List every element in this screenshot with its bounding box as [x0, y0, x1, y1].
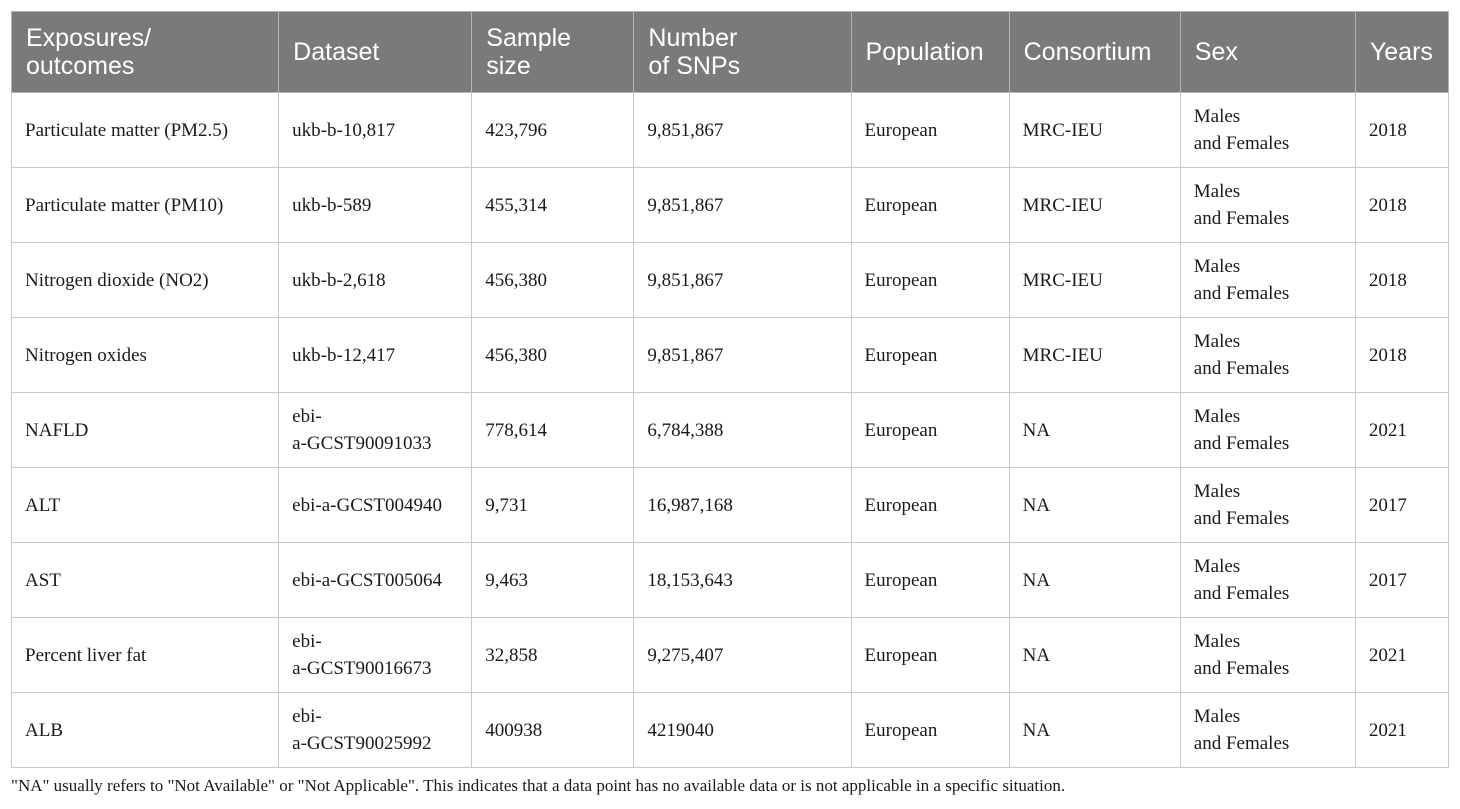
cell-consortium: MRC-IEU — [1009, 168, 1180, 243]
cell-sample-size: 9,463 — [472, 543, 634, 618]
cell-dataset: ukb-b-10,817 — [279, 93, 472, 168]
cell-population: European — [851, 468, 1009, 543]
cell-dataset: ukb-b-2,618 — [279, 243, 472, 318]
cell-years: 2017 — [1355, 543, 1448, 618]
cell-sample-size: 400938 — [472, 693, 634, 768]
cell-sex: Males and Females — [1180, 543, 1355, 618]
cell-sex: Males and Females — [1180, 468, 1355, 543]
cell-sex: Males and Females — [1180, 618, 1355, 693]
cell-sample-size: 9,731 — [472, 468, 634, 543]
cell-population: European — [851, 318, 1009, 393]
cell-number-of-snps: 9,275,407 — [634, 618, 851, 693]
cell-dataset: ebi- a-GCST90091033 — [279, 393, 472, 468]
cell-exposure-outcome: Particulate matter (PM10) — [12, 168, 279, 243]
table-row — [12, 393, 1449, 468]
cell-consortium: MRC-IEU — [1009, 318, 1180, 393]
cell-dataset: ebi- a-GCST90016673 — [279, 618, 472, 693]
cell-exposure-outcome: AST — [12, 543, 279, 618]
table-row — [12, 318, 1449, 393]
exposures-outcomes-table — [11, 11, 1449, 768]
cell-sample-size: 456,380 — [472, 243, 634, 318]
cell-exposure-outcome: ALB — [12, 693, 279, 768]
cell-number-of-snps: 9,851,867 — [634, 93, 851, 168]
cell-sex: Males and Females — [1180, 168, 1355, 243]
header-sample-size: Sample size — [472, 12, 634, 93]
cell-consortium: NA — [1009, 468, 1180, 543]
cell-dataset: ebi-a-GCST005064 — [279, 543, 472, 618]
cell-sample-size: 778,614 — [472, 393, 634, 468]
header-consortium: Consortium — [1009, 12, 1180, 93]
header-years: Years — [1355, 12, 1448, 93]
cell-sex: Males and Females — [1180, 393, 1355, 468]
cell-consortium: NA — [1009, 543, 1180, 618]
header-row — [12, 12, 1449, 93]
cell-exposure-outcome: Nitrogen dioxide (NO2) — [12, 243, 279, 318]
cell-sex: Males and Females — [1180, 93, 1355, 168]
cell-sex: Males and Females — [1180, 318, 1355, 393]
table-footnote: "NA" usually refers to "Not Available" or "Not Applicable". This indicates that a data point has no available data or is not applicable in a specific situation. — [11, 776, 1066, 795]
cell-years: 2018 — [1355, 168, 1448, 243]
cell-sample-size: 456,380 — [472, 318, 634, 393]
cell-sample-size: 32,858 — [472, 618, 634, 693]
cell-population: European — [851, 393, 1009, 468]
header-sex: Sex — [1180, 12, 1355, 93]
table-row — [12, 243, 1449, 318]
cell-sex: Males and Females — [1180, 693, 1355, 768]
header-dataset: Dataset — [279, 12, 472, 93]
table-row — [12, 93, 1449, 168]
data-table-container — [11, 11, 1449, 768]
cell-consortium: NA — [1009, 693, 1180, 768]
cell-dataset: ukb-b-12,417 — [279, 318, 472, 393]
cell-number-of-snps: 9,851,867 — [634, 243, 851, 318]
header-exposures-outcomes: Exposures/ outcomes — [12, 12, 279, 93]
cell-population: European — [851, 243, 1009, 318]
cell-sex: Males and Females — [1180, 243, 1355, 318]
cell-population: European — [851, 693, 1009, 768]
cell-years: 2018 — [1355, 243, 1448, 318]
cell-dataset: ebi-a-GCST004940 — [279, 468, 472, 543]
cell-years: 2021 — [1355, 618, 1448, 693]
cell-number-of-snps: 6,784,388 — [634, 393, 851, 468]
cell-years: 2021 — [1355, 393, 1448, 468]
table-row — [12, 468, 1449, 543]
cell-number-of-snps: 9,851,867 — [634, 318, 851, 393]
cell-dataset: ukb-b-589 — [279, 168, 472, 243]
table-row — [12, 693, 1449, 768]
cell-exposure-outcome: NAFLD — [12, 393, 279, 468]
cell-number-of-snps: 18,153,643 — [634, 543, 851, 618]
cell-consortium: NA — [1009, 393, 1180, 468]
cell-consortium: NA — [1009, 618, 1180, 693]
cell-consortium: MRC-IEU — [1009, 93, 1180, 168]
cell-population: European — [851, 168, 1009, 243]
cell-years: 2021 — [1355, 693, 1448, 768]
cell-population: European — [851, 618, 1009, 693]
table-row — [12, 543, 1449, 618]
cell-sample-size: 423,796 — [472, 93, 634, 168]
cell-exposure-outcome: Nitrogen oxides — [12, 318, 279, 393]
table-row — [12, 618, 1449, 693]
cell-population: European — [851, 543, 1009, 618]
cell-exposure-outcome: Percent liver fat — [12, 618, 279, 693]
cell-exposure-outcome: Particulate matter (PM2.5) — [12, 93, 279, 168]
cell-dataset: ebi- a-GCST90025992 — [279, 693, 472, 768]
cell-years: 2018 — [1355, 93, 1448, 168]
cell-exposure-outcome: ALT — [12, 468, 279, 543]
cell-years: 2017 — [1355, 468, 1448, 543]
cell-number-of-snps: 4219040 — [634, 693, 851, 768]
cell-population: European — [851, 93, 1009, 168]
header-number-of-snps: Number of SNPs — [634, 12, 851, 93]
cell-sample-size: 455,314 — [472, 168, 634, 243]
cell-number-of-snps: 16,987,168 — [634, 468, 851, 543]
header-population: Population — [851, 12, 1009, 93]
table-row — [12, 168, 1449, 243]
cell-number-of-snps: 9,851,867 — [634, 168, 851, 243]
cell-consortium: MRC-IEU — [1009, 243, 1180, 318]
cell-years: 2018 — [1355, 318, 1448, 393]
